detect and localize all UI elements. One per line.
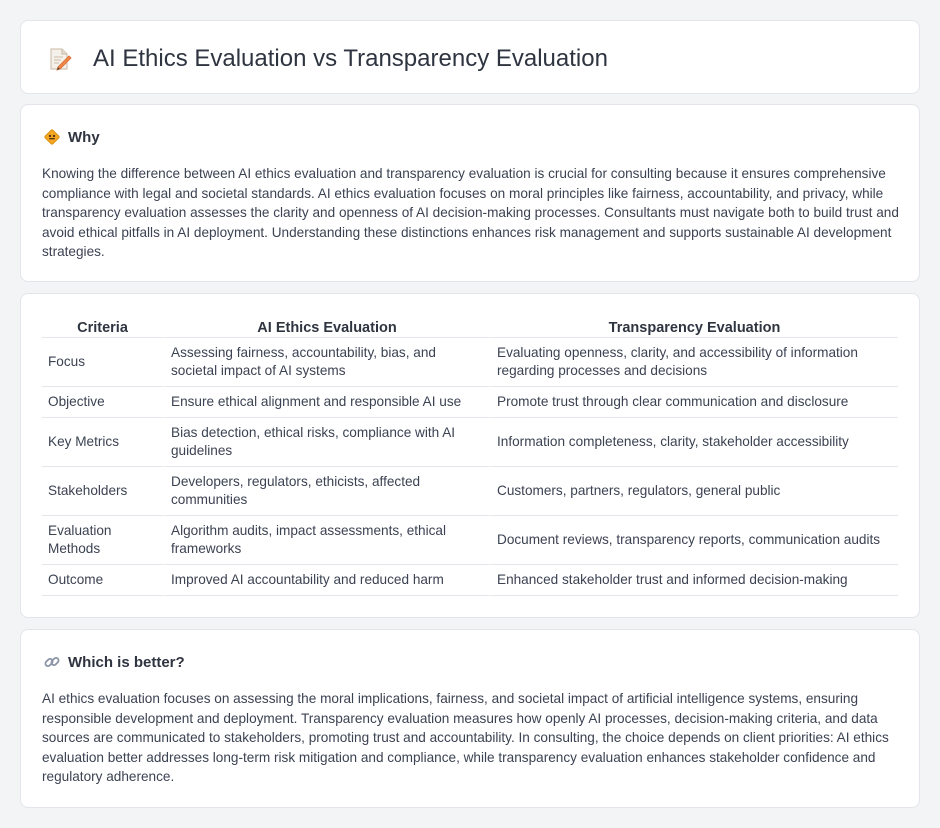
page-title: AI Ethics Evaluation vs Transparency Evaluation xyxy=(93,45,608,72)
transparency-cell: Evaluating openness, clarity, and accessibility of information regarding processes and decisions xyxy=(489,338,898,387)
criteria-cell: Key Metrics xyxy=(42,418,163,467)
table-row xyxy=(42,387,898,418)
table-row xyxy=(42,565,898,596)
transparency-cell: Customers, partners, regulators, general public xyxy=(489,467,898,516)
ai-ethics-cell: Developers, regulators, ethicists, affected communities xyxy=(163,467,489,516)
title-card xyxy=(20,20,920,94)
column-header-transparency: Transparency Evaluation xyxy=(489,316,898,338)
comparison-section xyxy=(20,293,920,618)
ai-ethics-cell: Assessing fairness, accountability, bias, and societal impact of AI systems xyxy=(163,338,489,387)
table-row xyxy=(42,418,898,467)
column-header-ai-ethics: AI Ethics Evaluation xyxy=(163,316,489,338)
table-row xyxy=(42,516,898,565)
table-row xyxy=(42,467,898,516)
why-header xyxy=(43,127,100,147)
better-heading: Which is better? xyxy=(68,653,185,671)
document-pencil-icon xyxy=(47,46,73,72)
transparency-cell: Document reviews, transparency reports, communication audits xyxy=(489,516,898,565)
criteria-cell: Evaluation Methods xyxy=(42,516,163,565)
ai-ethics-cell: Improved AI accountability and reduced harm xyxy=(163,565,489,596)
ai-ethics-cell: Ensure ethical alignment and responsible AI use xyxy=(163,387,489,418)
why-section xyxy=(20,104,920,282)
transparency-cell: Promote trust through clear communication and disclosure xyxy=(489,387,898,418)
criteria-cell: Outcome xyxy=(42,565,163,596)
transparency-cell: Information completeness, clarity, stakeholder accessibility xyxy=(489,418,898,467)
comparison-table xyxy=(42,316,898,596)
why-text: Knowing the difference between AI ethics evaluation and transparency evaluation is crucial for consulting because it ensures comprehensive compliance with legal and societal standards. AI ethics evaluation focuses on moral principles like fairness, accountability, and privacy, while transparency evaluation assesses the clarity and openness of AI decision-making processes. Consultants must navigate both to build trust and avoid ethical pitfalls in AI deployment. Understanding these distinctions enhances risk management and supports sustainable AI development strategies. xyxy=(42,166,899,259)
which-is-better-section xyxy=(20,629,920,808)
better-header xyxy=(43,652,185,672)
criteria-cell: Focus xyxy=(42,338,163,387)
link-icon xyxy=(43,653,61,671)
criteria-cell: Objective xyxy=(42,387,163,418)
transparency-cell: Enhanced stakeholder trust and informed decision-making xyxy=(489,565,898,596)
better-text: AI ethics evaluation focuses on assessing the moral implications, fairness, and societal impact of artificial intelligence systems, ensuring responsible development and deployment. Transparency evaluation measures how openly AI processes, decision-making criteria, and data sources are communicated to stakeholders, promoting trust and accountability. In consulting, the choice depends on client priorities: AI ethics evaluation better addresses long-term risk mitigation and compliance, while transparency evaluation enhances stakeholder confidence and regulatory adherence. xyxy=(42,691,889,784)
table-row xyxy=(42,338,898,387)
table-header-row xyxy=(42,316,898,338)
criteria-cell: Stakeholders xyxy=(42,467,163,516)
column-header-criteria: Criteria xyxy=(42,316,163,338)
ai-ethics-cell: Bias detection, ethical risks, compliance with AI guidelines xyxy=(163,418,489,467)
ai-ethics-cell: Algorithm audits, impact assessments, ethical frameworks xyxy=(163,516,489,565)
warning-sign-icon xyxy=(43,128,61,146)
why-heading: Why xyxy=(68,128,100,146)
